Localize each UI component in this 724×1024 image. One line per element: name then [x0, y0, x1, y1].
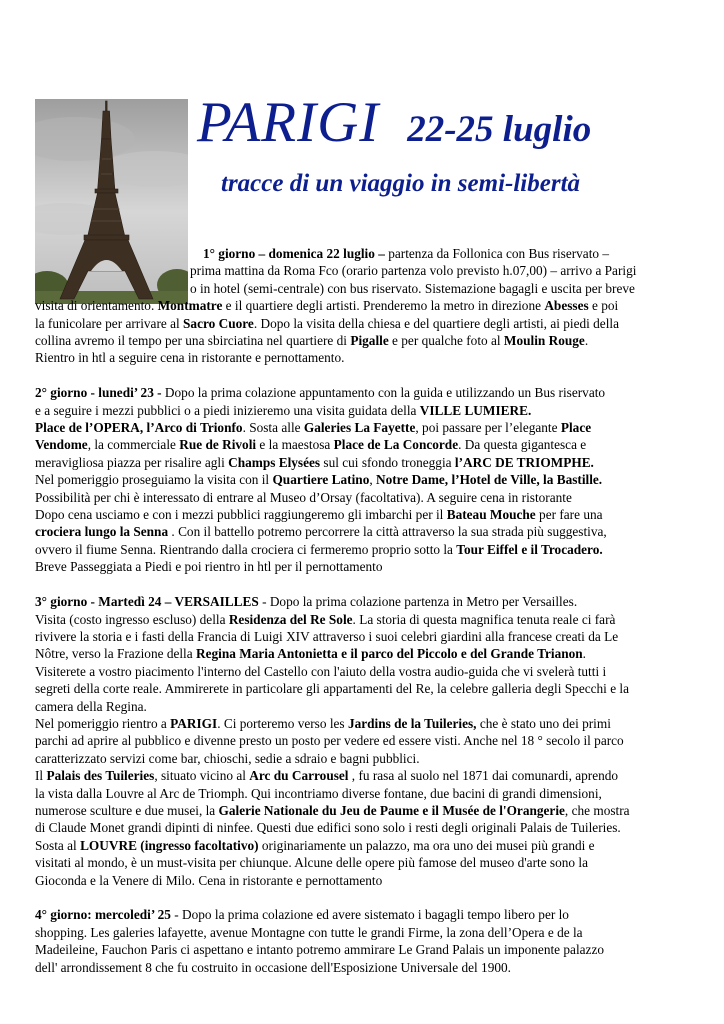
- text: e il quartiere degli artisti. Prenderemo la metro in direzione: [222, 298, 545, 314]
- bold-text: VILLE LUMIERE.: [419, 402, 532, 418]
- text-line: [35, 941, 690, 958]
- text-line: [35, 436, 690, 453]
- bold-text: Pigalle: [350, 333, 389, 349]
- text: e poi: [588, 298, 619, 314]
- bold-text: Moulin Rouge: [503, 333, 585, 349]
- text: .: [582, 646, 586, 662]
- bold-text: Champs Elysées: [228, 454, 321, 470]
- text-line: [35, 906, 690, 923]
- text: prima mattina da Roma Fco (orario partenza volo previsto h.07,00) – arrivo a Parigi: [190, 263, 637, 279]
- text-line: [35, 611, 690, 628]
- text-line: [35, 419, 690, 436]
- day-1-paragraph: [35, 245, 690, 367]
- text: parchi ad aprire al pubblico e divenne presto un posto per vedere ed essere visti. Anche nel 18 ° secolo il parco: [35, 733, 624, 749]
- bold-text: 1° giorno – domenica 22 luglio –: [203, 246, 385, 261]
- bold-text: Regina Maria Antonietta e il parco del Piccolo e del Grande Trianon: [195, 646, 583, 662]
- text: . Sosta alle: [242, 420, 304, 436]
- text-line: [35, 349, 690, 366]
- text: Sosta al: [35, 837, 81, 853]
- text: meravigliosa piazza per risalire agli: [35, 454, 229, 470]
- text-line: [35, 698, 690, 715]
- text: , che mostra: [564, 802, 630, 818]
- text-line: [35, 593, 690, 610]
- text: e per qualche foto al: [388, 333, 504, 349]
- text: . La storia di questa magnifica tenuta reale ci farà: [352, 611, 616, 627]
- day-4-paragraph: [35, 906, 690, 976]
- page-title: [197, 91, 592, 154]
- text: o in hotel (semi-centrale) con bus riservato. Sistemazione bagagli e uscita per breve: [190, 280, 635, 296]
- text: Gioconda e la Venere di Milo. Cena in ristorante e pernottamento: [35, 872, 383, 888]
- text-line: [35, 628, 690, 645]
- day-3-paragraph: [35, 593, 690, 889]
- text: .: [584, 333, 589, 349]
- text-line: [35, 384, 690, 401]
- text-line: [35, 541, 690, 558]
- text-line: [35, 959, 690, 976]
- bold-text: Residenza del Re Sole: [228, 611, 353, 627]
- text: collina avremo il tempo per una sbirciatina nel quartiere di: [35, 333, 351, 349]
- text: - Dopo la prima colazione ed avere sistemato i bagagli tempo libero per lo: [170, 907, 569, 923]
- text: caratterizzato servizi come bar, chioschi, sedie a sdraio e bagni pubblici.: [35, 750, 420, 766]
- text: Visita (costo ingresso escluso) della: [35, 611, 229, 627]
- page-subtitle: tracce di un viaggio in semi-libertà: [221, 170, 581, 197]
- text: visitati al mondo, è un must-visita per chiunque. Alcune delle opere più famose del museo d'arte sono la: [35, 855, 588, 871]
- bold-text: Tour Eiffel e il Trocadero.: [456, 541, 603, 557]
- bold-text: LOUVRE (ingresso facoltativo): [80, 837, 259, 853]
- bold-text: 3° giorno - Martedì 24 – VERSAILLES: [35, 594, 259, 610]
- text-line: [35, 819, 690, 836]
- bold-text: Sacro Cuore: [183, 315, 254, 331]
- text: ovvero il fiume Senna. Rientrando dalla crociera ci fermeremo proprio sotto la: [35, 541, 457, 557]
- text-line: [35, 262, 690, 279]
- bold-text: l’ARC DE TRIOMPHE.: [454, 454, 594, 470]
- text-line: [35, 523, 690, 540]
- bold-text: Abesses: [544, 298, 589, 314]
- bold-text: 2° giorno - lunedi’ 23 -: [35, 385, 162, 401]
- text: Il: [35, 768, 47, 784]
- text: , fu rasa al suolo nel 1871 dai comunardi, aprendo: [348, 768, 619, 784]
- text-line: [35, 454, 690, 471]
- text-line: [35, 297, 690, 314]
- text: camera della Regina.: [35, 698, 147, 714]
- text: visita di orientamento.: [35, 298, 158, 314]
- text: di Claude Monet grandi dipinti di ninfee. Questi due edifici sono solo i resti degli originali Palais de Tuileries.: [35, 820, 621, 836]
- bold-text: Arc du Carrousel: [249, 768, 349, 784]
- text-line: [35, 680, 690, 697]
- text-line: [35, 332, 690, 349]
- text-line: [35, 837, 690, 854]
- text-line: [35, 854, 690, 871]
- text: . Con il battello potremo percorrere la città attraverso la sua strada più suggestiva,: [168, 524, 607, 540]
- text-line: [35, 715, 690, 732]
- bold-text: Galeries La Fayette: [303, 420, 416, 436]
- text-line: [35, 315, 690, 332]
- text-line: [35, 767, 690, 784]
- text-line: [35, 802, 690, 819]
- text-line: [35, 489, 690, 506]
- text-line: [35, 663, 690, 680]
- title-city: PARIGI: [197, 91, 380, 154]
- bold-text: Vendome: [35, 437, 88, 453]
- text: , situato vicino al: [154, 768, 250, 784]
- text: ,: [369, 472, 376, 488]
- bold-text: Galerie Nationale du Jeu de Paume e il Musée de l'Orangerie: [218, 802, 565, 818]
- itinerary-text: [35, 245, 690, 993]
- text: Dopo la prima colazione appuntamento con la guida e utilizzando un Bus riservato: [161, 385, 606, 401]
- text-line: [35, 280, 690, 297]
- text-line: [35, 506, 690, 523]
- text: , poi passare per l’elegante: [415, 420, 561, 436]
- bold-text: Montmatre: [157, 298, 223, 314]
- text-line: [35, 471, 690, 488]
- text-line: [35, 872, 690, 889]
- text: partenza da Follonica con Bus riservato –: [384, 246, 610, 261]
- text: , la commerciale: [87, 437, 180, 453]
- text: e a seguire i mezzi pubblici o a piedi inizieremo una visita guidata della: [35, 402, 420, 418]
- text: rivivere la storia e i fasti della Francia di Luigi XIV attraverso i suoi celebri giardini alla francese creati da Le: [35, 628, 619, 644]
- text: sul cui sfondo troneggia: [320, 454, 455, 470]
- text: originariamente un palazzo, ma ora uno dei musei più grandi e: [258, 837, 595, 853]
- text-line: [35, 750, 690, 767]
- bold-text: Place: [560, 420, 592, 436]
- text-line: [35, 558, 690, 575]
- text-line: [35, 402, 690, 419]
- bold-text: Palais des Tuileries: [46, 768, 155, 784]
- bold-text: Quartiere Latino: [272, 472, 370, 488]
- text: Nel pomeriggio rientro a: [35, 715, 171, 731]
- text: shopping. Les galeries lafayette, avenue Montagne con tutte le grandi Firme, la zona dell’Opera e de la: [35, 924, 583, 940]
- title-dates: 22-25 luglio: [407, 109, 592, 150]
- text: Dopo cena usciamo e con i mezzi pubblici raggiungeremo gli imbarchi per il: [35, 507, 447, 523]
- bold-text: Jardins de la Tuileries,: [347, 715, 477, 731]
- text-line: [35, 645, 690, 662]
- bold-text: Place de La Concorde: [333, 437, 459, 453]
- text: . Da questa gigantesca e: [458, 437, 587, 453]
- bold-text: 4° giorno: mercoledi’ 25: [35, 907, 171, 923]
- text: Breve Passeggiata a Piedi e poi rientro in htl per il pernottamento: [35, 559, 383, 575]
- text: per fare una: [535, 507, 603, 523]
- text: la vista dalla Louvre al Arc de Triomph. Qui incontriamo diverse fontane, due bacini di grandi dimensioni,: [35, 785, 602, 801]
- text: la funicolare per arrivare al: [35, 315, 184, 331]
- day-2-paragraph: [35, 384, 690, 575]
- text: Madeileine, Fauchon Paris ci aspettano e intanto potremo ammirare Le Grand Palais un imponente palazzo: [35, 942, 604, 958]
- text-line: [35, 785, 690, 802]
- text: e la maestosa: [256, 437, 334, 453]
- text: - Dopo la prima colazione partenza in Metro per Versailles.: [258, 594, 578, 610]
- text: Possibilità per chi è interessato di entrare al Museo d’Orsay (facoltativa). A seguire cena in ristorante: [35, 489, 572, 505]
- bold-text: Notre Dame, l’Hotel de Ville, la Bastille.: [376, 472, 603, 488]
- text: Rientro in htl a seguire cena in ristorante e pernottamento.: [35, 350, 345, 366]
- text: Visiterete a vostro piacimento l'interno del Castello con l'aiuto della vostra audio-guida che vi svelerà tutti i: [35, 663, 607, 679]
- text: . Ci porteremo verso les: [217, 715, 348, 731]
- bold-text: Place de l’OPERA, l’Arco di Trionfo: [35, 420, 243, 436]
- text: . Dopo la visita della chiesa e del quartiere degli artisti, ai piedi della: [253, 315, 619, 331]
- text: Nel pomeriggio proseguiamo la visita con il: [35, 472, 273, 488]
- text: che è stato uno dei primi: [476, 715, 611, 731]
- text: Nôtre, verso la Frazione della: [35, 646, 196, 662]
- text-line: [35, 245, 690, 262]
- text: dell' arrondissement 8 che fu costruito in occasione dell'Esposizione Universale del 1900.: [35, 959, 511, 975]
- bold-text: PARIGI: [170, 715, 218, 731]
- text: segreti della corte reale. Ammirerete in particolare gli appartamenti del Re, la celebre galleria degli Specchi e la: [35, 681, 630, 697]
- bold-text: crociera lungo la Senna: [35, 524, 169, 540]
- text-line: [35, 732, 690, 749]
- text-line: [35, 924, 690, 941]
- text: numerose sculture e due musei, la: [35, 802, 219, 818]
- bold-text: Rue de Rivoli: [179, 437, 257, 453]
- bold-text: Bateau Mouche: [446, 507, 536, 523]
